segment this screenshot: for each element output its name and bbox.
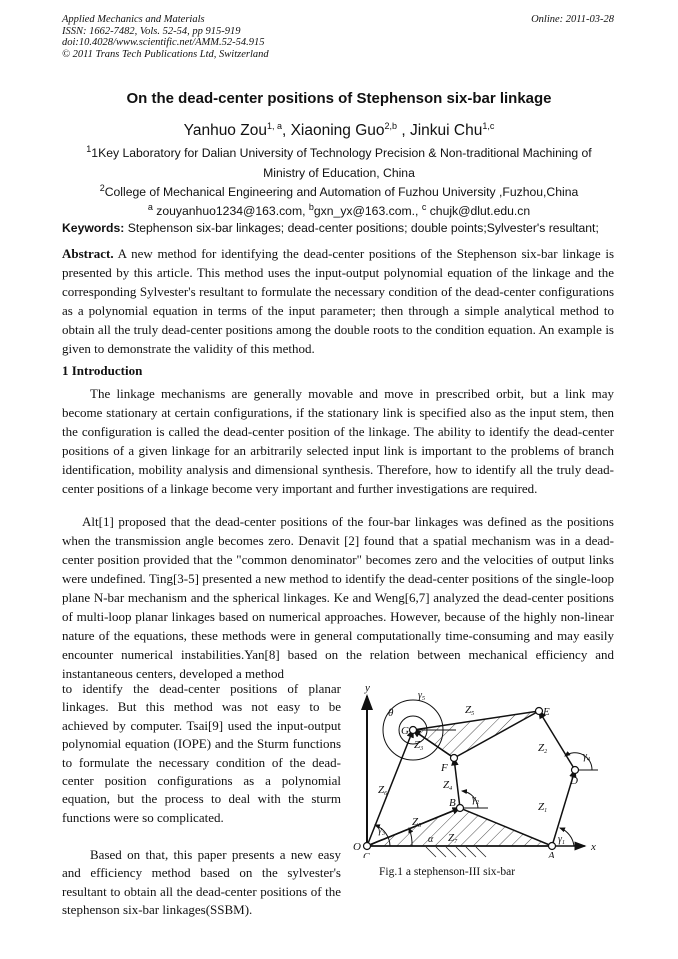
abstract-text: A new method for identifying the dead-center positions of the Stephenson six-bar linkage is presented by this article. This method uses the input-output polynomial equation of the linkage and the corresponding Sylvester's resultant to formulate the necessary condition of the dead-center configurations as a polynomial equation in terms of the input parameter; then through a simple analytical method to obtain all the truly dead-center positions among the double roots to the condition equation. An example is given to demonstrate the validity of this method. [62, 246, 614, 356]
email-link[interactable]: gxn_yx@163.com., [313, 204, 419, 218]
svg-text:Z7: Z7 [448, 832, 458, 845]
author-name: Xiaoning Guo [290, 122, 385, 139]
theta-label: θ [388, 707, 394, 719]
svg-text:Z2: Z2 [538, 742, 548, 755]
point-d-label: D [570, 775, 578, 787]
email-link[interactable]: zouyanhuo1234@163.com, [156, 204, 306, 218]
svg-text:γ4: $\gamma_4$ [583, 751, 590, 763]
svg-text:γ3: $\gamma_3$ [378, 825, 385, 837]
svg-text:γ5: $\gamma_5$ [418, 690, 425, 702]
x-axis-label: x [591, 841, 596, 853]
affiliation-2: $^2$College of Mechanical Engineering and Automation of Fuzhou University ,Fuzhou,China [99, 182, 579, 199]
emails: $^a$ zouyanhuo1234@163.com, $^b$gxn_yx@163.com., $^c$ chujk@dlut.edu.cn [147, 201, 531, 218]
svg-text:Z5: Z5 [465, 704, 475, 717]
svg-text:Z1: Z1 [538, 801, 548, 814]
svg-text:Z6: Z6 [378, 784, 388, 797]
svg-text:Z3: Z3 [414, 739, 424, 752]
online-date: Online: 2011-03-28 [531, 14, 614, 25]
linkage-figure [348, 678, 604, 858]
paper-title: On the dead-center positions of Stephenson six-bar linkage [126, 90, 552, 107]
issn: ISSN: 1662-7482, Vols. 52-54, pp 915-919 [62, 25, 241, 37]
point-g-label: G [401, 725, 409, 737]
y-axis-label: y [365, 682, 370, 694]
intro-paragraph-3: Based on that, this paper presents a new easy and efficiency method based on the sylvester's resultant to obtain all the dead-center positions of the stephenson six-bar linkages(SSBM). [62, 847, 341, 918]
abstract-label: Abstract. [62, 246, 114, 261]
point-b-label: B [449, 797, 456, 809]
doi: doi:10.4028/www.scientific.net/AMM.52-54.915 [62, 37, 265, 48]
svg-text:Z8: Z8 [412, 816, 422, 829]
point-e-label: E [543, 706, 550, 718]
author-sup: 1,c [482, 120, 495, 131]
affiliation-1: $^1$1Key Laboratory for Dalian University of Technology Precision & Non-traditional Machining of Ministry of Education, China [86, 143, 592, 180]
abstract [62, 244, 614, 358]
author-name: Yanhuo Zou [183, 122, 267, 139]
intro-paragraph-1: The linkage mechanisms are generally movable and move in prescribed orbit, but a link may become stationary at certain configurations, if the stationary link is specified also as the input stem, then the configuration is called the dead-center position of the linkage. The ability to identify the dead-center positions of a given linkage for an arbitrarily selected input link is important to the problems of branch identification, mobility analysis and dimensional synthesis. Therefore, how to identify all the truly dead-center positions of a linkage become very important and further investigations are required. [62, 386, 614, 496]
journal-name: Applied Mechanics and Materials [62, 14, 205, 25]
journal-header [62, 14, 269, 60]
author-name: Jinkui Chu [409, 122, 483, 139]
keywords [62, 221, 622, 235]
figure-caption: Fig.1 a stephenson-III six-bar [379, 866, 516, 878]
author-sup: 1, a [266, 120, 282, 131]
origin-label: O [353, 841, 361, 853]
alpha-label: α [428, 834, 434, 845]
keywords-label: Keywords: [62, 221, 125, 235]
svg-text:Z4: Z4 [443, 779, 453, 792]
author-list: Yanhuo Zou$^{1, a}$, Xiaoning Guo$^{2,b}$ , Jinkui Chu$^{1,c}$ [183, 120, 495, 139]
copyright: © 2011 Trans Tech Publications Ltd, Switzerland [62, 48, 269, 60]
svg-text:γ1: $\gamma_1$ [558, 834, 565, 846]
svg-text:γ2: $\gamma_2$ [472, 794, 479, 806]
section-heading: 1 Introduction [62, 363, 143, 378]
author-sup: 2,b [384, 120, 398, 131]
point-c-label: C [363, 852, 370, 858]
intro-paragraph-2-continued: to identify the dead-center positions of planar linkages. But this method was not easy to be achieved by computer. Tsai[9] used the input-output polynomial equation (IOPE) and the Sturm functions to formulate the necessary condition of the dead-center position configurations as a polynomial equation, but the process to deal with the sturm functions were so complicated. [62, 681, 341, 825]
point-f-label: F [441, 762, 448, 774]
email-link[interactable]: chujk@dlut.edu.cn [429, 204, 531, 218]
intro-paragraph-2: Alt[1] proposed that the dead-center positions of the four-bar linkages was defined as the positions when the transmission angle becomes zero. Denavit [2] found that a spatial mechanism was in a dead-center position provided that the "common denominator" becomes zero and the velocities of output links were undefined. Ting[3-5] presented a new method to identify the dead-center positions of the single-loop plane N-bar mechanism and the spherical linkages. Ke and Weng[6,7] analyzed the dead-center positions of multi-loop planar linkages based on numerical approaches. However, because of the highly non-linear nature of the equations, these methods were in general computationally time-consuming and may easily encounter numerical instabilities.Yan[8] based on the relation between mechanical efficiency and instantaneous centers, developed a method [62, 514, 614, 681]
point-a-label: A [548, 850, 555, 858]
keywords-text: Stephenson six-bar linkages; dead-center positions; double points;Sylvester's resultant; [124, 221, 599, 235]
